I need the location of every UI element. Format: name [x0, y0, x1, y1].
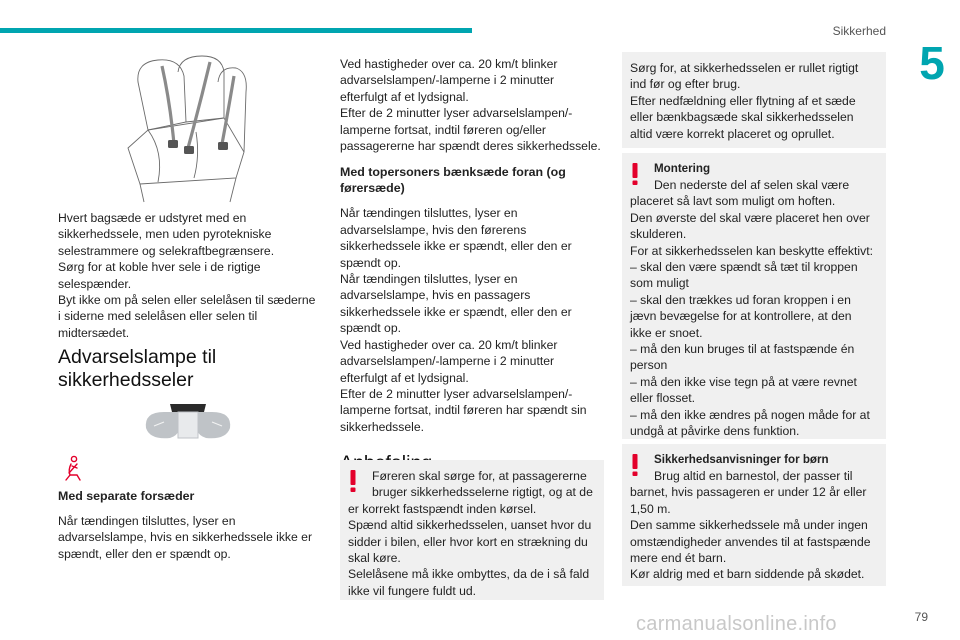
child-safety-text: barnet, hvis passageren er under 12 år eller 1,50 m. Den samme sikkerhedssele må under ingen omstændigheder anvendes til at fastspænde mere end ét barn. Kør aldrig med et barn siddende på skødet.	[630, 485, 871, 582]
mounting-warning-box	[622, 153, 886, 439]
child-safety-warning-box	[622, 444, 886, 586]
column-1	[58, 210, 316, 341]
child-safety-first-line: Brug altid en barnestol, der passer til	[654, 469, 853, 483]
separate-seats-text: Når tændingen tilsluttes, lyser en advarselslampe, hvis en sikkerhedssele ikke er spændt, eller den er spændt op.	[58, 514, 313, 561]
column-1-section	[58, 346, 316, 392]
speed-warning-text: Ved hastigheder over ca. 20 km/t blinker advarselslampen/-lamperne i 2 minutter efterfulgt af et lydsignal. Efter de 2 minutter lyser advarselslampen/-lamperne fortsat, indtil føreren og/eller passagererne har spændt deres sikkerhedssele.	[340, 57, 601, 154]
retraction-info-box	[622, 52, 886, 148]
column-1-subsection	[58, 488, 316, 562]
recommendation-text: er korrekt fastspændt inden kørsel. Spænd altid sikkerhedsselen, uanset hvor du sidder i bilen, eller hvor kort en strækning du skal køre. Selelåsene må ikke ombyttes, da de i så fald ikke vil fungere fuldt ud.	[348, 501, 592, 598]
instrument-panel-illustration	[140, 400, 236, 444]
seatbelt-warning-icon	[62, 455, 84, 481]
sub-title-bench-seat: Med topersoners bænksæde foran (og førersæde)	[340, 165, 566, 196]
header-section-title: Sikkerhed	[832, 24, 886, 38]
warning-exclamation-icon	[348, 470, 358, 492]
column-2	[340, 56, 604, 475]
mounting-first-line: Den nederste del af selen skal være	[654, 178, 850, 192]
rear-seat-caption: Hvert bagsæde er udstyret med en sikkerhedssele, men uden pyrotekniske selestrammere og selekraftbegrænsere. Sørg for at koble hver sele i de rigtige selespænder. Byt ikke om på selen eller selelåsen til sæderne i siderne med selelåsen eller selen til midtersædet.	[58, 211, 316, 340]
mounting-text: placeret så lavt som muligt om hoften. Den øverste del skal være placeret hen over skulderen. For at sikkerhedsselen kan beskytte effektivt: – skal den være spændt så tæt til kroppen som muligt – skal den trækkes ud foran kroppen i en jævn bevægelse for at kontrollere, at den ikke er snoet. – må den kun bruges til at fastspænde én person – må den ikke vise tegn på at være revnet eller flosset. – må den ikke ændres på nogen måde for at undgå at påvirke dens funktion.	[630, 194, 873, 439]
child-safety-title: Sikkerhedsanvisninger for børn	[654, 453, 829, 466]
watermark: carmanualsonline.info	[636, 613, 837, 635]
recommendation-first-line: Føreren skal sørge for, at passagererne bruger sikkerhedsselerne rigtigt, og at de	[372, 469, 593, 500]
recommendation-warning-box	[340, 460, 604, 600]
chapter-number: 5	[919, 37, 945, 89]
header-accent-bar	[0, 28, 472, 33]
warning-exclamation-icon	[630, 454, 640, 476]
rear-seat-belts-illustration	[118, 52, 252, 204]
sub-title-separate-seats: Med separate forsæder	[58, 489, 195, 503]
retraction-text: Sørg for, at sikkerhedsselen er rullet rigtigt ind før og efter brug. Efter nedfældning eller flytning af et sæde eller bænkbagsæde skal sikkerhedsselen altid være korrekt placeret og oprullet.	[630, 61, 859, 141]
bench-seat-text: Når tændingen tilsluttes, lyser en advarselslampe, hvis den førerens sikkerhedssele ikke er spændt, eller den er spændt op. Når tændingen tilsluttes, lyser en advarselslampe, hvis en passagers sikkerhedssele ikke er spændt, eller den er spændt op. Ved hastigheder over ca. 20 km/t blinker advarselslampen/-lamperne i 2 minutter efterfulgt af et lydsignal. Efter de 2 minutter lyser advarselslampen/-lamperne fortsat, indtil føreren har spændt sin sikkerhedssele.	[340, 206, 587, 434]
mounting-title: Montering	[654, 162, 711, 175]
page-number: 79	[914, 610, 928, 624]
section-title-seatbelt-warning: Advarselslampe til sikkerhedsseler	[58, 346, 217, 391]
warning-exclamation-icon	[630, 163, 640, 185]
